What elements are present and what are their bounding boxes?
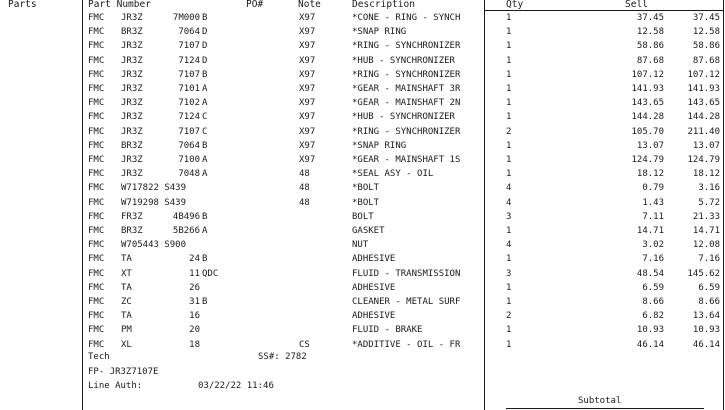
row-manufacturer: FMC: [88, 325, 105, 336]
row-qty: 1: [506, 84, 512, 94]
row-sell: 1.43: [642, 197, 664, 208]
row-description: FLUID - BRAKE: [352, 325, 423, 336]
row-sell: 141.93: [631, 84, 664, 94]
row-extended: 46.14: [692, 339, 720, 350]
row-part-suffix: B: [202, 69, 208, 80]
row-extended: 3.16: [698, 183, 720, 194]
row-description: *HUB - SYNCHRONIZER: [352, 112, 455, 123]
row-part-number: 31: [189, 297, 200, 307]
row-qty: 1: [506, 98, 512, 109]
row-part-number: 7124: [178, 55, 200, 66]
row-extended: 6.59: [698, 282, 720, 293]
row-manufacturer: FMC: [88, 339, 105, 350]
row-qty: 1: [506, 226, 512, 236]
row-description: *RING - SYNCHRONIZER: [352, 69, 461, 80]
row-description: *SNAP RING: [352, 27, 407, 38]
row-part-number: 7101: [178, 84, 200, 94]
row-extended: 12.08: [692, 240, 720, 251]
row-manufacturer: FMC: [88, 197, 105, 208]
row-part-prefix: W719298 S439: [121, 197, 187, 208]
row-part-prefix: JR3Z: [121, 112, 143, 123]
row-part-prefix: TA: [121, 282, 132, 293]
row-manufacturer: FMC: [88, 69, 105, 80]
row-extended: 7.16: [698, 254, 720, 265]
row-qty: 1: [506, 297, 512, 307]
row-description: *SEAL ASY - OIL: [352, 169, 434, 180]
row-manufacturer: FMC: [88, 55, 105, 66]
row-extended: 124.79: [687, 155, 720, 165]
row-description: *RING - SYNCHRONIZER: [352, 126, 461, 137]
row-part-number: 5B266: [172, 226, 200, 236]
row-part-suffix: D: [202, 41, 208, 52]
header-parts: Parts: [8, 0, 37, 10]
header-note: Note: [298, 0, 321, 10]
row-description: BOLT: [352, 211, 374, 222]
row-extended: 141.93: [687, 84, 720, 94]
row-part-suffix: A: [202, 84, 208, 94]
row-sell: 105.70: [631, 126, 664, 137]
row-qty: 3: [506, 211, 512, 222]
row-extended: 58.86: [692, 41, 720, 52]
row-extended: 211.40: [687, 126, 720, 137]
row-part-number: 20: [189, 325, 200, 336]
row-manufacturer: FMC: [88, 169, 105, 180]
row-part-number: 7102: [178, 98, 200, 109]
column-divider-right: [484, 0, 485, 410]
row-sell: 143.65: [631, 98, 664, 109]
row-sell: 48.54: [636, 268, 664, 279]
row-note: 48: [299, 169, 310, 180]
row-extended: 107.12: [687, 69, 720, 80]
row-part-number: 7048: [178, 169, 200, 180]
header-sell: Sell: [625, 0, 648, 10]
row-sell: 87.68: [636, 55, 664, 66]
row-qty: 1: [506, 27, 512, 38]
row-note: X97: [299, 27, 316, 38]
row-manufacturer: FMC: [88, 41, 105, 52]
row-part-number: 7064: [178, 27, 200, 38]
row-part-number: 18: [189, 339, 200, 350]
row-part-suffix: D: [202, 27, 208, 38]
row-extended: 5.72: [698, 197, 720, 208]
row-qty: 1: [506, 254, 512, 265]
row-sell: 144.28: [631, 112, 664, 123]
row-sell: 58.86: [636, 41, 664, 52]
row-part-number: 7M000: [172, 13, 200, 23]
row-part-suffix: B: [202, 211, 208, 222]
row-extended: 14.71: [692, 226, 720, 236]
header-qty: Qty: [506, 0, 524, 10]
row-extended: 10.93: [692, 325, 720, 336]
row-manufacturer: FMC: [88, 311, 105, 322]
row-manufacturer: FMC: [88, 140, 105, 151]
row-description: *BOLT: [352, 183, 380, 194]
row-extended: 8.66: [698, 297, 720, 307]
row-sell: 3.02: [642, 240, 664, 251]
row-part-prefix: PM: [121, 325, 132, 336]
row-extended: 18.12: [692, 169, 720, 180]
row-part-prefix: JR3Z: [121, 13, 143, 23]
row-part-suffix: B: [202, 140, 208, 151]
row-extended: 13.64: [692, 311, 720, 322]
row-description: NUT: [352, 240, 369, 251]
row-sell: 8.66: [642, 297, 664, 307]
row-part-number: 4B496: [172, 211, 200, 222]
row-sell: 6.82: [642, 311, 664, 322]
row-description: CLEANER - METAL SURF: [352, 297, 461, 307]
header-po: PO#: [246, 0, 264, 10]
row-sell: 6.59: [642, 282, 664, 293]
row-part-number: 7100: [178, 155, 200, 165]
row-part-suffix: B: [202, 254, 208, 265]
row-qty: 4: [506, 240, 512, 251]
row-sell: 7.11: [642, 211, 664, 222]
row-extended: 12.58: [692, 27, 720, 38]
row-part-suffix: B: [202, 13, 208, 23]
row-note: X97: [299, 13, 316, 23]
row-part-suffix: B: [202, 297, 208, 307]
row-manufacturer: FMC: [88, 84, 105, 94]
row-part-number: 7107: [178, 41, 200, 52]
row-part-prefix: JR3Z: [121, 55, 143, 66]
row-part-suffix: C: [202, 126, 208, 137]
row-description: GASKET: [352, 226, 385, 236]
tech-label: Tech: [88, 352, 110, 362]
row-qty: 1: [506, 325, 512, 336]
row-note: X97: [299, 41, 316, 52]
row-part-prefix: BR3Z: [121, 27, 143, 38]
row-qty: 1: [506, 339, 512, 350]
row-description: *RING - SYNCHRONIZER: [352, 41, 461, 52]
row-part-prefix: XL: [121, 339, 132, 350]
row-qty: 1: [506, 282, 512, 293]
row-qty: 2: [506, 311, 512, 322]
header-description: Description: [352, 0, 415, 10]
row-note: X97: [299, 84, 316, 94]
row-part-prefix: W717822 S439: [121, 183, 187, 194]
row-description: FLUID - TRANSMISSION: [352, 268, 461, 279]
row-note: X97: [299, 69, 316, 80]
row-description: *GEAR - MAINSHAFT 1S: [352, 155, 461, 165]
row-qty: 1: [506, 155, 512, 165]
row-part-prefix: JR3Z: [121, 41, 143, 52]
row-qty: 4: [506, 197, 512, 208]
row-manufacturer: FMC: [88, 226, 105, 236]
ss-number: SS#: 2782: [258, 352, 307, 362]
row-manufacturer: FMC: [88, 254, 105, 265]
row-part-suffix: QDC: [202, 268, 219, 279]
row-manufacturer: FMC: [88, 282, 105, 293]
row-note: X97: [299, 112, 316, 123]
row-part-suffix: C: [202, 112, 208, 123]
row-part-prefix: BR3Z: [121, 226, 143, 236]
row-extended: 13.07: [692, 140, 720, 151]
row-part-number: 26: [189, 282, 200, 293]
row-manufacturer: FMC: [88, 98, 105, 109]
row-extended: 37.45: [692, 13, 720, 23]
row-sell: 18.12: [636, 169, 664, 180]
row-part-suffix: D: [202, 55, 208, 66]
row-sell: 7.16: [642, 254, 664, 265]
row-sell: 13.07: [636, 140, 664, 151]
row-manufacturer: FMC: [88, 268, 105, 279]
row-qty: 1: [506, 13, 512, 23]
row-sell: 14.71: [636, 226, 664, 236]
row-sell: 10.93: [636, 325, 664, 336]
row-part-prefix: JR3Z: [121, 155, 143, 165]
line-auth-value: 03/22/22 11:46: [198, 381, 274, 391]
row-part-suffix: A: [202, 98, 208, 109]
line-auth-label: Line Auth:: [88, 381, 143, 391]
row-extended: 144.28: [687, 112, 720, 123]
row-note: X97: [299, 140, 316, 151]
row-note: X97: [299, 55, 316, 66]
row-part-prefix: BR3Z: [121, 140, 143, 151]
row-qty: 1: [506, 140, 512, 151]
row-extended: 143.65: [687, 98, 720, 109]
row-qty: 1: [506, 55, 512, 66]
row-note: 48: [299, 197, 310, 208]
row-qty: 2: [506, 126, 512, 137]
row-sell: 0.79: [642, 183, 664, 194]
row-part-prefix: W705443 S900: [121, 240, 187, 251]
row-manufacturer: FMC: [88, 297, 105, 307]
row-manufacturer: FMC: [88, 155, 105, 165]
row-note: X97: [299, 98, 316, 109]
row-part-number: 7107: [178, 126, 200, 137]
row-qty: 3: [506, 268, 512, 279]
row-sell: 107.12: [631, 69, 664, 80]
row-part-suffix: A: [202, 169, 208, 180]
subtotal-rule: [506, 408, 704, 409]
row-qty: 1: [506, 69, 512, 80]
row-part-prefix: JR3Z: [121, 69, 143, 80]
header-underline: [484, 10, 723, 11]
row-description: *GEAR - MAINSHAFT 2N: [352, 98, 461, 109]
row-qty: 1: [506, 41, 512, 52]
row-extended: 87.68: [692, 55, 720, 66]
header-part-number: Part Number: [88, 0, 151, 10]
row-part-number: 7064: [178, 140, 200, 151]
row-part-prefix: FR3Z: [121, 211, 143, 222]
row-manufacturer: FMC: [88, 27, 105, 38]
row-part-prefix: JR3Z: [121, 84, 143, 94]
row-part-prefix: XT: [121, 268, 132, 279]
row-part-number: 11: [189, 268, 200, 279]
row-part-number: 16: [189, 311, 200, 322]
row-part-number: 24: [189, 254, 200, 265]
row-manufacturer: FMC: [88, 126, 105, 137]
row-qty: 1: [506, 112, 512, 123]
row-part-number: 7107: [178, 69, 200, 80]
row-part-prefix: JR3Z: [121, 126, 143, 137]
row-manufacturer: FMC: [88, 211, 105, 222]
row-manufacturer: FMC: [88, 13, 105, 23]
column-divider-left: [82, 0, 83, 410]
row-sell: 46.14: [636, 339, 664, 350]
row-part-prefix: JR3Z: [121, 169, 143, 180]
row-note: CS: [299, 339, 310, 350]
row-note: X97: [299, 155, 316, 165]
row-manufacturer: FMC: [88, 240, 105, 251]
row-manufacturer: FMC: [88, 183, 105, 194]
row-description: *SNAP RING: [352, 140, 407, 151]
row-part-prefix: TA: [121, 311, 132, 322]
row-description: *ADDITIVE - OIL - FR: [352, 339, 461, 350]
row-qty: 4: [506, 183, 512, 194]
row-part-prefix: ZC: [121, 297, 132, 307]
row-extended: 145.62: [687, 268, 720, 279]
row-qty: 1: [506, 169, 512, 180]
row-description: ADHESIVE: [352, 311, 396, 322]
row-description: *GEAR - MAINSHAFT 3R: [352, 84, 461, 94]
row-part-suffix: A: [202, 155, 208, 165]
row-sell: 12.58: [636, 27, 664, 38]
row-part-suffix: A: [202, 226, 208, 236]
row-note: X97: [299, 126, 316, 137]
subtotal-label: Subtotal: [578, 396, 622, 406]
row-description: ADHESIVE: [352, 254, 396, 265]
row-manufacturer: FMC: [88, 112, 105, 123]
row-sell: 37.45: [636, 13, 664, 23]
row-description: *CONE - RING - SYNCH: [352, 13, 461, 23]
row-part-prefix: TA: [121, 254, 132, 265]
page-edge-right: [723, 0, 724, 410]
row-part-prefix: JR3Z: [121, 98, 143, 109]
row-part-number: 7124: [178, 112, 200, 123]
row-description: *HUB - SYNCHRONIZER: [352, 55, 455, 66]
row-sell: 124.79: [631, 155, 664, 165]
row-note: 48: [299, 183, 310, 194]
row-description: *BOLT: [352, 197, 380, 208]
row-description: ADHESIVE: [352, 282, 396, 293]
row-extended: 21.33: [692, 211, 720, 222]
fp-reference: FP- JR3Z7107E: [88, 367, 159, 377]
